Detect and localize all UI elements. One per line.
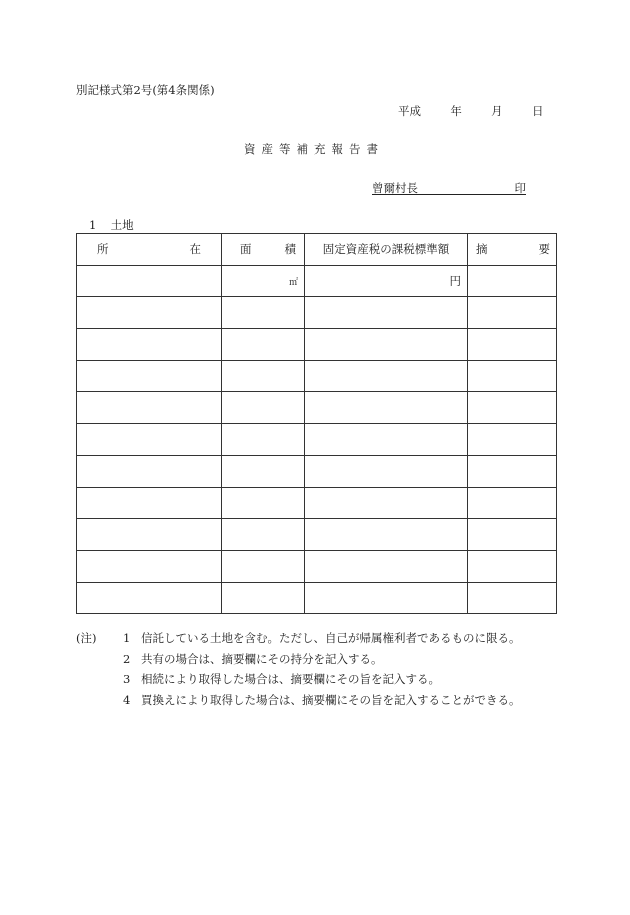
cell-area[interactable]: [222, 265, 305, 297]
recipient-name: 曾爾村長: [372, 181, 418, 195]
table-row: [77, 550, 557, 582]
page-title: 資産等補充報告書: [244, 142, 384, 156]
cell-area[interactable]: [222, 487, 305, 519]
cell-area[interactable]: [222, 392, 305, 424]
table-row: [77, 424, 557, 456]
note-number: 2: [123, 651, 131, 666]
cell-tax-base[interactable]: [305, 392, 468, 424]
table-row: [77, 582, 557, 614]
cell-remarks[interactable]: [468, 519, 557, 551]
cell-tax-base[interactable]: [305, 424, 468, 456]
section-label: 土地: [110, 218, 134, 232]
header-remarks: [468, 234, 557, 266]
cell-area[interactable]: [222, 550, 305, 582]
recipient-line: [372, 180, 526, 195]
day-label: 日: [531, 104, 544, 118]
cell-remarks[interactable]: [468, 329, 557, 361]
table-row: [77, 392, 557, 424]
cell-tax-base[interactable]: [305, 519, 468, 551]
cell-tax-base[interactable]: [305, 487, 468, 519]
header-area-a: 面: [240, 242, 252, 257]
year-label: 年: [450, 104, 462, 118]
note-number: 3: [123, 672, 131, 686]
table-header-row: [77, 234, 557, 266]
cell-tax-base[interactable]: [305, 550, 468, 582]
table-row: [77, 455, 557, 487]
note-prefix: (注): [76, 631, 97, 645]
table-row: [77, 265, 557, 297]
header-area-b: 積: [284, 242, 296, 257]
seal-mark: 印: [514, 181, 526, 195]
header-remarks-a: 摘: [476, 242, 488, 257]
cell-tax-base[interactable]: [305, 297, 468, 329]
header-location: [77, 234, 222, 266]
cell-area[interactable]: [222, 519, 305, 551]
cell-area[interactable]: [222, 424, 305, 456]
month-label: 月: [491, 104, 503, 118]
cell-location[interactable]: [77, 519, 222, 551]
header-location-b: 在: [189, 242, 201, 257]
cell-location[interactable]: [77, 392, 222, 424]
cell-tax-base[interactable]: [305, 582, 468, 614]
cell-area[interactable]: [222, 329, 305, 361]
cell-location[interactable]: [77, 329, 222, 361]
header-area: [222, 234, 305, 266]
table-row: [77, 487, 557, 519]
cell-location[interactable]: [77, 550, 222, 582]
cell-location[interactable]: [77, 265, 222, 297]
cell-area[interactable]: [222, 297, 305, 329]
cell-remarks[interactable]: [468, 297, 557, 329]
section-heading: [89, 217, 134, 233]
note-text: 共有の場合は、摘要欄にその持分を記入する。: [141, 651, 383, 666]
cell-area[interactable]: [222, 582, 305, 614]
header-remarks-b: 要: [538, 242, 550, 257]
cell-remarks[interactable]: [468, 265, 557, 297]
era-label: 平成: [398, 104, 421, 118]
cell-area[interactable]: [222, 360, 305, 392]
note-item: [76, 649, 521, 670]
cell-tax-base[interactable]: [305, 360, 468, 392]
table-row: [77, 360, 557, 392]
cell-remarks[interactable]: [468, 360, 557, 392]
note-number: 1: [123, 631, 131, 645]
notes-block: [76, 628, 521, 710]
note-item: [76, 669, 521, 690]
section-number: 1: [89, 218, 97, 232]
note-item: [76, 690, 521, 711]
cell-location[interactable]: [77, 582, 222, 614]
cell-location[interactable]: [77, 297, 222, 329]
note-text: 買換えにより取得した場合は、摘要欄にその旨を記入することができる。: [141, 692, 521, 707]
table-row: [77, 519, 557, 551]
cell-location[interactable]: [77, 455, 222, 487]
header-tax-base: 固定資産税の課税標準額: [305, 234, 468, 266]
cell-tax-base[interactable]: [305, 265, 468, 297]
note-indent: [76, 669, 123, 690]
cell-location[interactable]: [77, 487, 222, 519]
table-row: [77, 297, 557, 329]
form-label: 別記様式第2号(第4条関係): [76, 83, 215, 97]
note-item: [76, 628, 521, 649]
cell-remarks[interactable]: [468, 582, 557, 614]
unit-area: ㎡: [288, 278, 298, 289]
cell-tax-base[interactable]: [305, 455, 468, 487]
cell-remarks[interactable]: [468, 550, 557, 582]
cell-remarks[interactable]: [468, 392, 557, 424]
note-indent: [76, 690, 123, 711]
note-text: 相続により取得した場合は、摘要欄にその旨を記入する。: [141, 672, 440, 686]
cell-location[interactable]: [77, 424, 222, 456]
table-row: [77, 329, 557, 361]
date-line: [398, 103, 543, 119]
note-number: 4: [123, 692, 131, 707]
cell-tax-base[interactable]: [305, 329, 468, 361]
unit-amount: 円: [449, 274, 461, 289]
cell-remarks[interactable]: [468, 455, 557, 487]
cell-area[interactable]: [222, 455, 305, 487]
note-text: 信託している土地を含む。ただし、自己が帰属権利者であるものに限る。: [141, 631, 521, 645]
cell-remarks[interactable]: [468, 487, 557, 519]
land-table: [76, 233, 557, 614]
header-location-a: 所: [97, 242, 109, 257]
cell-remarks[interactable]: [468, 424, 557, 456]
cell-location[interactable]: [77, 360, 222, 392]
note-indent: [76, 649, 123, 670]
